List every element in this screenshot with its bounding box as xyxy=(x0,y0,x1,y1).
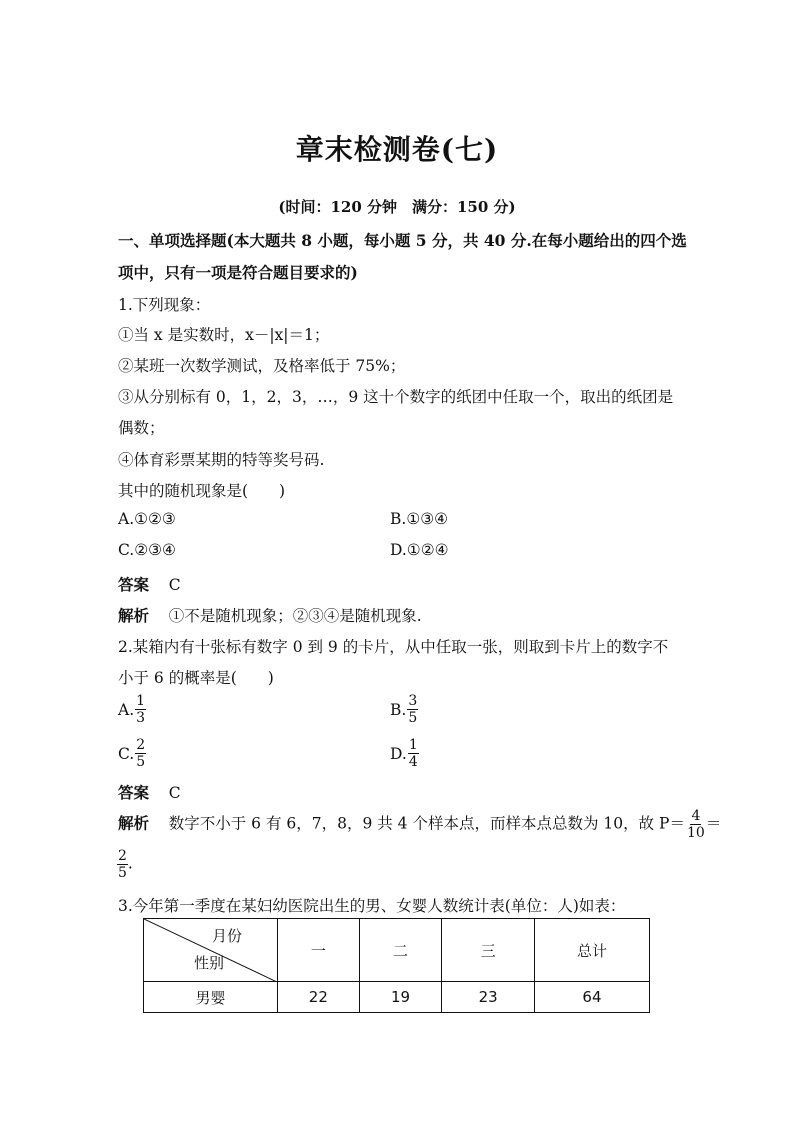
q1-item-1: ①当 x 是实数时，x－|x|＝1； xyxy=(118,326,330,344)
fraction xyxy=(117,848,128,881)
q2-option-c xyxy=(118,737,146,770)
numerator: 1 xyxy=(408,737,418,753)
denominator: 5 xyxy=(408,710,418,726)
denominator: 3 xyxy=(136,710,146,726)
table-header-row xyxy=(144,919,650,982)
q1-stem: 1.下列现象： xyxy=(118,296,211,314)
birth-stats-table xyxy=(143,918,650,1013)
header-cell: 一 xyxy=(277,919,359,982)
page-title: 章末检测卷(七) xyxy=(295,133,499,166)
analysis-text: ①不是随机现象；②③④是随机现象. xyxy=(168,607,422,625)
corner-cell xyxy=(144,919,278,982)
section-heading-cont: 项中，只有一项是符合题目要求的) xyxy=(118,263,358,282)
header-cell: 二 xyxy=(359,919,442,982)
fraction xyxy=(135,737,146,770)
fraction xyxy=(408,737,419,770)
period: . xyxy=(127,854,133,873)
header-cell: 三 xyxy=(442,919,535,982)
answer-value: C xyxy=(168,784,181,802)
analysis-text: 数字不小于 6 有 6，7，8，9 共 4 个样本点，而样本点总数为 10，故 P＝ xyxy=(168,814,685,833)
exam-info: (时间：120 分钟 满分：150 分) xyxy=(278,198,516,216)
option-label: C. xyxy=(118,744,135,763)
option-label: B. xyxy=(390,700,407,719)
table-cell: 19 xyxy=(359,982,442,1013)
option-label: A. xyxy=(118,700,135,719)
equals-sign: ＝ xyxy=(705,814,722,833)
q2-stem-cont: 小于 6 的概率是( ) xyxy=(118,669,274,687)
q2-option-d xyxy=(390,737,419,770)
numerator: 1 xyxy=(136,693,146,709)
answer-value: C xyxy=(168,576,181,594)
q2-option-b xyxy=(390,693,418,726)
analysis-label: 解析 xyxy=(118,606,150,625)
q2-analysis xyxy=(118,808,721,841)
numerator: 2 xyxy=(136,737,146,753)
corner-month-label: 月份 xyxy=(211,927,242,945)
q2-option-a xyxy=(118,693,146,726)
q1-option-c: C.②③④ xyxy=(118,541,176,559)
fraction xyxy=(407,693,418,726)
q1-option-a: A.①②③ xyxy=(118,510,176,528)
analysis-label: 解析 xyxy=(118,813,150,833)
fraction xyxy=(135,693,146,726)
q3-stem: 3.今年第一季度在某妇幼医院出生的男、女婴人数统计表(单位：人)如表： xyxy=(118,897,626,915)
numerator: 2 xyxy=(118,848,127,864)
q1-item-3: ③从分别标有 0，1，2，3，…，9 这十个数字的纸团中任取一个，取出的纸团是 xyxy=(118,388,674,406)
denominator: 5 xyxy=(118,865,127,881)
answer-label: 答案 xyxy=(118,783,150,802)
q2-analysis-cont xyxy=(116,848,133,881)
table-cell: 22 xyxy=(277,982,359,1013)
denominator: 10 xyxy=(686,825,705,841)
answer-label: 答案 xyxy=(118,575,150,594)
numerator: 3 xyxy=(408,693,418,709)
q1-item-3-cont: 偶数； xyxy=(118,419,165,437)
q1-option-b: B.①③④ xyxy=(390,510,449,528)
header-cell: 总计 xyxy=(534,919,649,982)
q2-answer xyxy=(118,781,181,803)
numerator: 4 xyxy=(691,808,701,824)
table-cell: 23 xyxy=(442,982,535,1013)
q1-question: 其中的随机现象是( ) xyxy=(118,482,286,500)
q1-item-2: ②某班一次数学测试，及格率低于 75%； xyxy=(118,357,406,375)
denominator: 4 xyxy=(408,754,418,770)
row-label-cell: 男婴 xyxy=(144,982,278,1013)
fraction xyxy=(686,808,706,841)
section-heading: 一、单项选择题(本大题共 8 小题，每小题 5 分，共 40 分.在每小题给出的四个选 xyxy=(118,231,687,250)
q1-analysis xyxy=(118,604,422,626)
option-label: D. xyxy=(390,744,407,763)
corner-gender-label: 性别 xyxy=(194,954,225,972)
q2-stem: 2.某箱内有十张标有数字 0 到 9 的卡片，从中任取一张，则取到卡片上的数字不 xyxy=(118,638,669,656)
q1-answer xyxy=(118,573,181,595)
denominator: 5 xyxy=(136,754,146,770)
q1-item-4: ④体育彩票某期的特等奖号码. xyxy=(118,451,325,469)
table-cell: 64 xyxy=(534,982,649,1013)
q1-option-d: D.①②④ xyxy=(390,541,449,559)
table-row xyxy=(144,982,650,1013)
